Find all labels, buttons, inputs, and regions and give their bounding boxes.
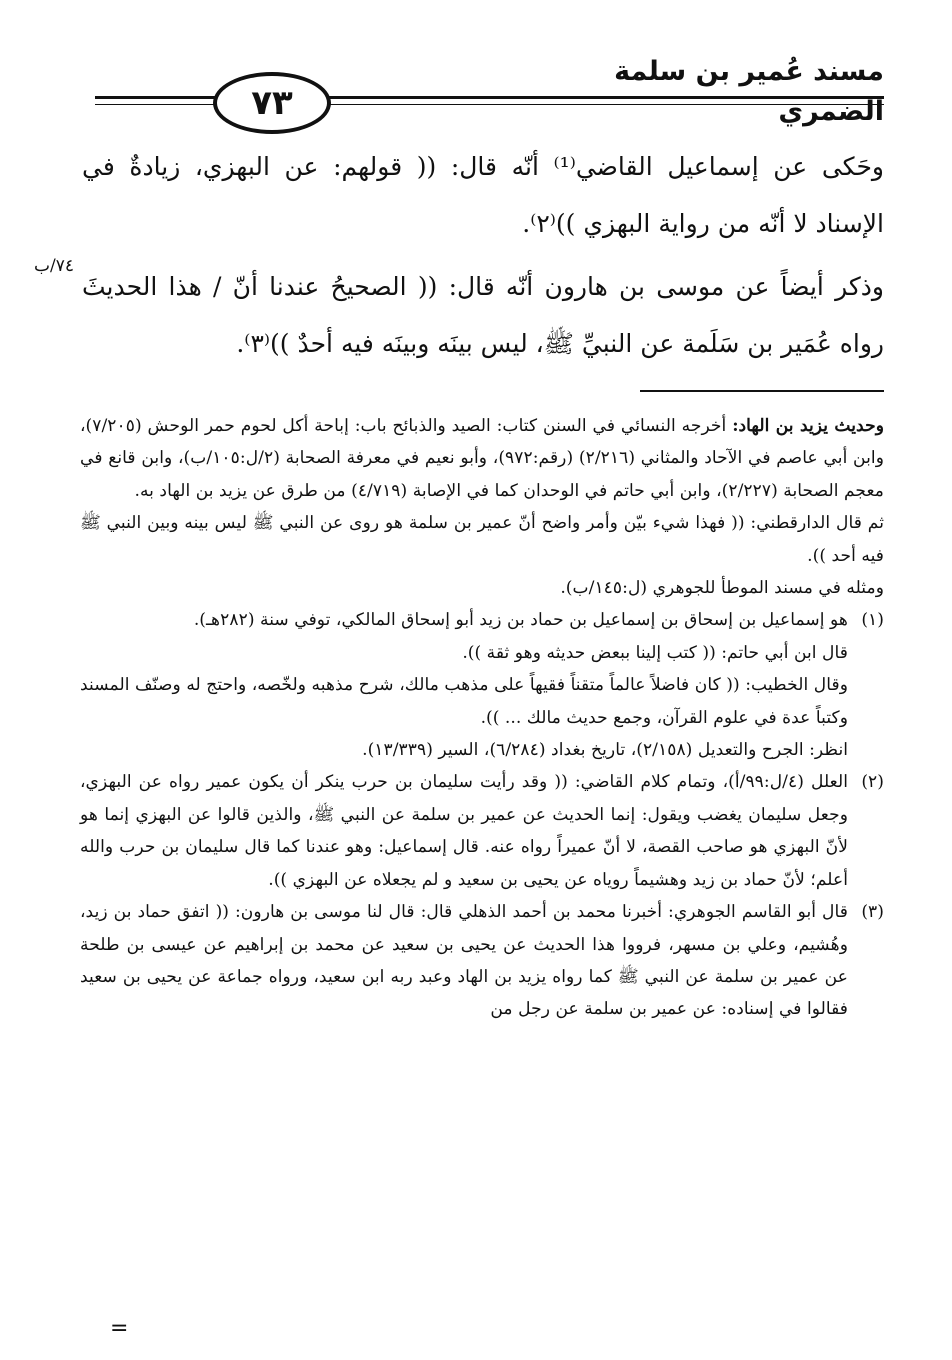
footnote-text: هو إسماعيل بن إسحاق بن إسماعيل بن حماد بن زيد أبو إسحاق المالكي، توفي سنة (٢٨٢هـ).	[193, 610, 848, 631]
footnote-1-continuation: وقال الخطيب: (( كان فاضلاً عالماً متقناً فقيهاً على مذهب مالك، شرح مذهبه ولخّصه، واحتج له وصنّف المسند وكتباً عدة في علوم القرآن، وجمع حديث مالك ... )).	[80, 675, 848, 728]
footnote-1	[80, 604, 884, 636]
footnote-number: (٣)	[861, 902, 884, 923]
running-header-title: مسند عُمير بن سلمة الضمري	[614, 56, 884, 127]
main-paragraph-2: وذكر أيضاً عن موسى بن هارون أنّه قال: (( الصحيحُ عندنا أنّ / هذا الحديثَ رواه عُمَير بن سَلَمة عن النبيِّ ﷺ، ليس بينَه وبينَه فيه أحدٌ ))⁽٣⁾.	[82, 272, 884, 358]
footnote-intro-line-1	[80, 410, 884, 507]
footnote-number: (٢)	[861, 772, 884, 793]
footnote-number: (١)	[861, 610, 884, 631]
footnote-text: قال أبو القاسم الجوهري: أخبرنا محمد بن أحمد الذهلي قال: قال لنا موسى بن هارون: (( اتفق حماد بن زيد، وهُشيم، وعلي بن مسهر، فرووا هذا الحديث عن يحيى بن سعيد عن محمد بن إبراهيم عن عيسى بن طلحة عن عمير بن سلمة عن النبي ﷺ كما رواه يزيد بن الهاد وعبد ربه ابن سعيد، ورواه جماعة عن يحيى بن سعيد فقالوا في إسناده: عن عمير بن سلمة عن رجل من	[80, 902, 848, 1020]
footnote-lead: وحديث يزيد بن الهاد:	[732, 416, 885, 436]
footnotes	[80, 410, 884, 1026]
footnote-separator	[640, 390, 884, 392]
footnote-text: العلل (٤/ل:٩٩/أ)، وتمام كلام القاضي: (( وقد رأيت سليمان بن حرب ينكر أن يكون عمير رواه عن البهزي، وجعل سليمان يغضب ويقول: إنما الحديث عن عمير بن سلمة عن النبي ﷺ، والذين قالوا عن البهزي إنما هو لأنّ البهزي هو صاحب القصة، لا أنّ عميراً رواه عنه. قال إسماعيل: وهو عندنا كما قال سليمان بن حرب والله أعلم؛ لأنّ حماد بن زيد وهشيماً روياه عن يحيى بن سعيد و لم يجعلاه عن البهزي )).	[80, 772, 848, 890]
page-number-badge	[213, 72, 331, 134]
footnote-2	[80, 766, 884, 896]
page-number: ٧٣	[251, 83, 293, 123]
main-paragraph-1: وحَكى عن إسماعيل القاضي⁽¹⁾ أنّه قال: (( قولهم: عن البهزي، زيادةٌ في الإسناد لا أنّه من رواية البهزي ))⁽٢⁾.	[82, 152, 884, 238]
footnote-3	[80, 896, 884, 1026]
footnote-1-continuation: انظر: الجرح والتعديل (٢/١٥٨)، تاريخ بغداد (٦/٢٨٤)، السير (١٣/٣٣٩).	[362, 740, 848, 761]
footnote-1-continuation: قال ابن أبي حاتم: (( كتب إلينا ببعض حديثه وهو ثقة )).	[462, 642, 848, 663]
footnote-intro-line-2: ثم قال الدارقطني: (( فهذا شيء بيّن وأمر واضح أنّ عمير بن سلمة هو روى عن النبي ﷺ ليس بينه وبين النبي ﷺ فيه أحد )).	[80, 513, 884, 566]
continuation-mark: =	[110, 1316, 129, 1341]
footnote-text: أخرجه النسائي في السنن كتاب: الصيد والذبائح باب: إباحة أكل لحوم حمر الوحش (٧/٢٠٥)، وابن أبي عاصم في الآحاد والمثاني (٢/٢١٦) (رقم:٩٧٢)، وأبو نعيم في معرفة الصحابة (٢/ل:١٠٥/ب)، وابن قانع في معجم الصحابة (٢/٢٢٧)، وابن أبي حاتم في الوحدان كما في الإصابة (٤/٧١٩) من طرق عن يزيد بن الهاد به.	[80, 416, 884, 501]
folio-margin-note: ٧٤/ب	[34, 256, 74, 276]
footnote-intro-line-3: ومثله في مسند الموطأ للجوهري (ل:١٤٥/ب).	[560, 578, 884, 599]
main-text	[82, 138, 884, 372]
